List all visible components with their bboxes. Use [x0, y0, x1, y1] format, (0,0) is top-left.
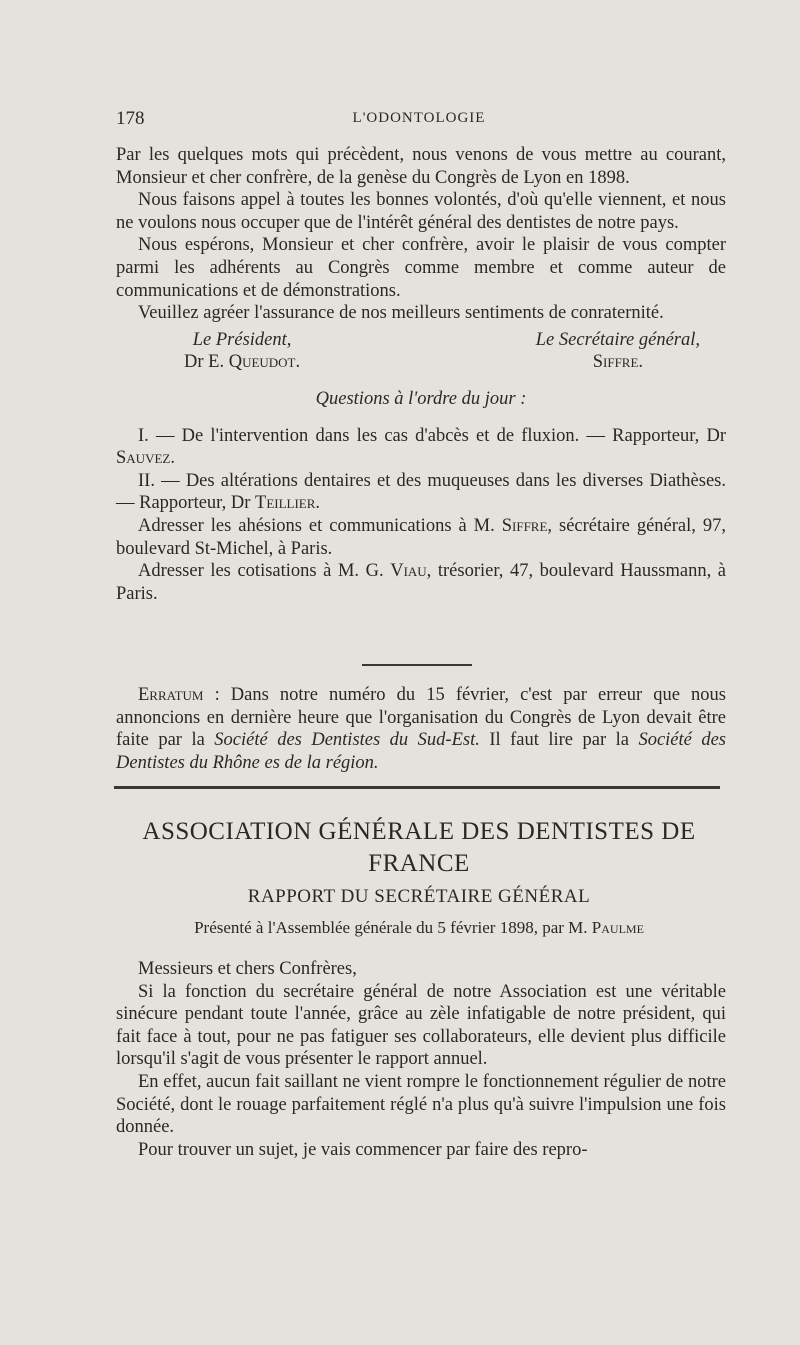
address-2-b: , trésorier, 47, boulevard Haussmann, à Paris. — [116, 561, 726, 604]
report-paragraph-2: En effet, aucun fait saillant ne vient rompre le fonctionnement régulier de notre Société, dont le rouage parfaitement réglé n'a plus qu'à suivre l'impulsion une fois donnée. — [116, 1071, 726, 1138]
section-divider — [114, 786, 720, 789]
erratum-text-a: : Dans notre numéro du 15 février, c'est par erreur que nous annoncions en dernière heure que l'organisation du Congrès de Lyon devait être faite par la — [116, 685, 726, 751]
erratum-italic-2: Société des Dentistes du Rhône es de la région. — [116, 730, 726, 773]
signature-secretary — [536, 329, 700, 374]
intro-paragraph-3: Nous espérons, Monsieur et cher confrère, avoir le plaisir de vous compter parmi les adhérents au Congrès comme membre et comme auteur de communications et de démonstrations. — [116, 235, 726, 301]
intro-paragraph-2: Nous faisons appel à toutes les bonnes volontés, d'où qu'elle viennent, et nous ne voulons nous occuper que de l'intérêt général des dentistes de notre pays. — [116, 190, 726, 233]
running-title: L'ODONTOLOGIE — [352, 110, 486, 126]
presented-name: Paulme — [591, 918, 644, 937]
report-paragraph-3: Pour trouver un sujet, je vais commencer par faire des repro- — [138, 1139, 588, 1160]
signatures — [116, 329, 726, 374]
question-2-name: Teillier. — [255, 493, 321, 514]
question-1-text: I. — De l'intervention dans les cas d'abcès et de fluxion. — Rapporteur, Dr — [138, 425, 726, 446]
report-paragraph-1: Si la fonction du secrétaire général de notre Association est une véritable sinécure pendant toute l'année, grâce au zèle infatigable de notre président, qui fait face à tout, pour ne pas fatiguer ses collaborateurs, elle devient plus difficile lorsqu'il s'agit de vous présenter le rapport annuel. — [116, 981, 726, 1070]
secretary-role: Le Secrétaire général, — [535, 329, 700, 350]
president-prefix: Dr E. — [184, 352, 229, 373]
question-1-name: Sauvez. — [116, 448, 175, 469]
short-divider — [362, 664, 472, 666]
association-title: ASSOCIATION GÉNÉRALE DES DENTISTES DE FRANCE — [142, 818, 696, 877]
questions-heading: Questions à l'ordre du jour : — [315, 388, 527, 409]
question-2-text: II. — Des altérations dentaires et des muqueuses dans les diverses Diathèses. — Rapporteur, Dr — [116, 470, 726, 514]
president-name-line — [184, 351, 300, 374]
president-role: Le Président, — [192, 329, 292, 350]
presented-text: Présenté à l'Assemblée générale du 5 février 1898, par M. — [194, 918, 592, 937]
president-name: Queudot. — [228, 352, 301, 373]
address-1-name: Siffre — [501, 515, 548, 536]
erratum-text-b: Il faut lire par la — [479, 730, 639, 751]
address-1 — [116, 515, 726, 560]
address-2 — [116, 560, 726, 605]
signature-president — [184, 329, 300, 374]
intro-paragraph-4: Veuillez agréer l'assurance de nos meilleurs sentiments de conraternité. — [138, 303, 664, 324]
address-2-name: Viau — [390, 561, 427, 582]
erratum-paragraph — [116, 684, 726, 774]
erratum-label: Erratum — [138, 685, 204, 705]
question-1 — [116, 425, 726, 470]
page-number: 178 — [116, 108, 145, 129]
presented-line — [116, 918, 722, 938]
question-2 — [116, 470, 726, 515]
secretary-name: Siffre. — [592, 352, 644, 373]
salutation: Messieurs et chers Confrères, — [138, 959, 357, 979]
erratum-italic-1: Société des Dentistes du Sud-Est. — [214, 730, 480, 751]
report-subtitle: RAPPORT DU SECRÉTAIRE GÉNÉRAL — [247, 886, 591, 907]
intro-section — [116, 144, 726, 605]
intro-paragraph-1: Par les quelques mots qui précèdent, nous venons de vous mettre au courant, Monsieur et cher confrère, de la genèse du Congrès de Lyon en 1898. — [116, 145, 726, 188]
report-body — [116, 958, 726, 1161]
address-2-a: Adresser les cotisations à M. G. — [138, 561, 391, 582]
address-1-b: , sécrétaire général, 97, boulevard St-Michel, à Paris. — [116, 515, 726, 559]
address-1-a: Adresser les ahésions et communications à M. — [138, 515, 502, 536]
erratum-section — [116, 684, 726, 774]
page-header — [116, 108, 722, 134]
